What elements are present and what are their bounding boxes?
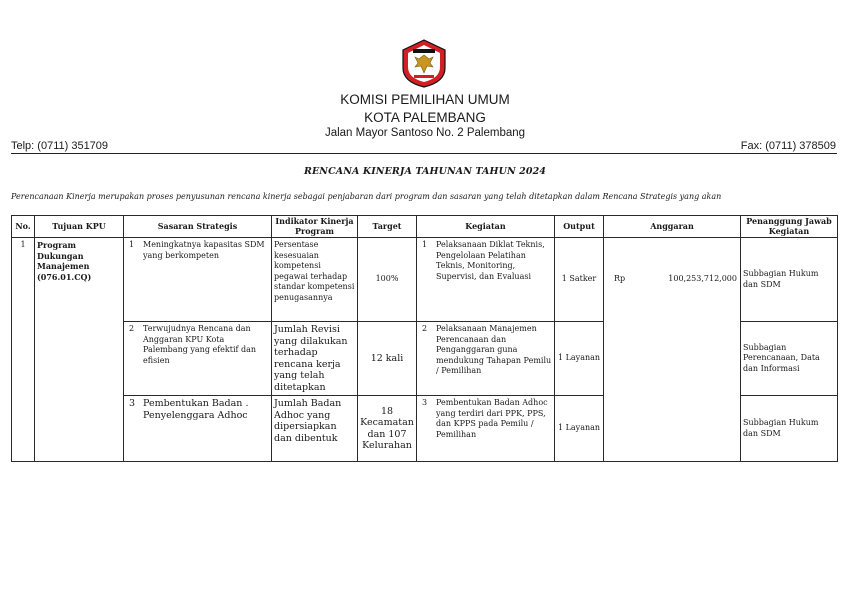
currency-label: Rp [614,274,626,283]
cell-indikator: Jumlah Revisi yang dilakukan terhadap rencana kerja yang telah ditetapkan [272,322,358,396]
cell-indikator: Jumlah Badan Adhoc yang dipersiapkan dan dibentuk [272,396,358,462]
cell-target: 12 kali [358,322,417,396]
sasaran-number: 3 [129,398,136,409]
institution-city: KOTA PALEMBANG [364,110,486,125]
kinerja-table [11,215,838,462]
anggaran-value: 100,253,712,000 [668,274,737,283]
cell-indikator: Persentase kesesuaian kompetensi pegawai terhadap standar kompetensi penugasannya [272,238,358,322]
letterhead-divider [11,153,837,154]
cell-output: 1 Satker [555,238,604,322]
cell-sasaran [124,238,272,322]
sasaran-text: Meningkatnya kapasitas SDM yang berkompeten [143,240,265,260]
phone-number: Telp: (0711) 351709 [11,140,109,152]
cell-penanggung: Subbagian Perencanaan, Data dan Informasi [741,322,838,396]
table-row [12,238,838,322]
kegiatan-text: Pelaksanaan Manajemen Perencanaan dan Penganggaran guna mendukung Tahapan Pemilu / Pemilihan [436,324,552,375]
header-indikator: Indikator Kinerja Program [272,216,358,238]
header-penanggung: Penanggung Jawab Kegiatan [741,216,838,238]
cell-sasaran [124,322,272,396]
kegiatan-number: 2 [422,324,428,333]
cell-tujuan: Program Dukungan Manajemen (076.01.CQ) [35,238,124,462]
institution-address: Jalan Mayor Santoso No. 2 Palembang [324,127,526,139]
cell-sasaran [124,396,272,462]
header-sasaran: Sasaran Strategis [124,216,272,238]
cell-target: 100% [358,238,417,322]
header-tujuan: Tujuan KPU [35,216,124,238]
header-target: Target [358,216,417,238]
kegiatan-number: 3 [422,398,428,407]
fax-number: Fax: (0711) 378509 [740,140,836,152]
cell-kegiatan [417,396,555,462]
table-header-row [12,216,838,238]
sasaran-text: Terwujudnya Rencana dan Anggaran KPU Kota Palembang yang efektif dan efisien [143,324,257,365]
cell-kegiatan [417,322,555,396]
institution-name: KOMISI PEMILIHAN UMUM [340,92,510,107]
sasaran-number: 1 [129,240,135,249]
header-kegiatan: Kegiatan [417,216,555,238]
document-title: RENCANA KINERJA TAHUNAN TAHUN 2024 [303,166,547,177]
cell-target: 18 Kecamatan dan 107 Kelurahan [358,396,417,462]
intro-paragraph: Perencanaan Kinerja merupakan proses penyusunan rencana kinerja sebagai penjabaran dari program dan sasaran yang telah ditetapkan dalam Rencana Strategis yang akan [11,192,722,201]
header-output: Output [555,216,604,238]
cell-penanggung: Subbagian Hukum dan SDM [741,396,838,462]
header-no: No. [12,216,35,238]
sasaran-number: 2 [129,324,135,333]
header-anggaran: Anggaran [604,216,741,238]
kegiatan-number: 1 [422,240,428,249]
cell-anggaran [604,238,741,462]
cell-kegiatan [417,238,555,322]
cell-penanggung: Subbagian Hukum dan SDM [741,238,838,322]
kegiatan-text: Pembentukan Badan Adhoc yang terdiri dari PPK, PPS, dan KPPS pada Pemilu / Pemilihan [436,398,548,439]
cell-output: 1 Layanan [555,396,604,462]
cell-output: 1 Layanan [555,322,604,396]
sasaran-text: Pembentukan Badan . Penyelenggara Adhoc [143,398,249,421]
kegiatan-text: Pelaksanaan Diklat Teknis, Pengelolaan Pelatihan Teknis, Monitoring, Supervisi, dan Evaluasi [436,240,545,281]
kpu-logo [399,38,449,88]
cell-no: 1 [12,238,35,462]
